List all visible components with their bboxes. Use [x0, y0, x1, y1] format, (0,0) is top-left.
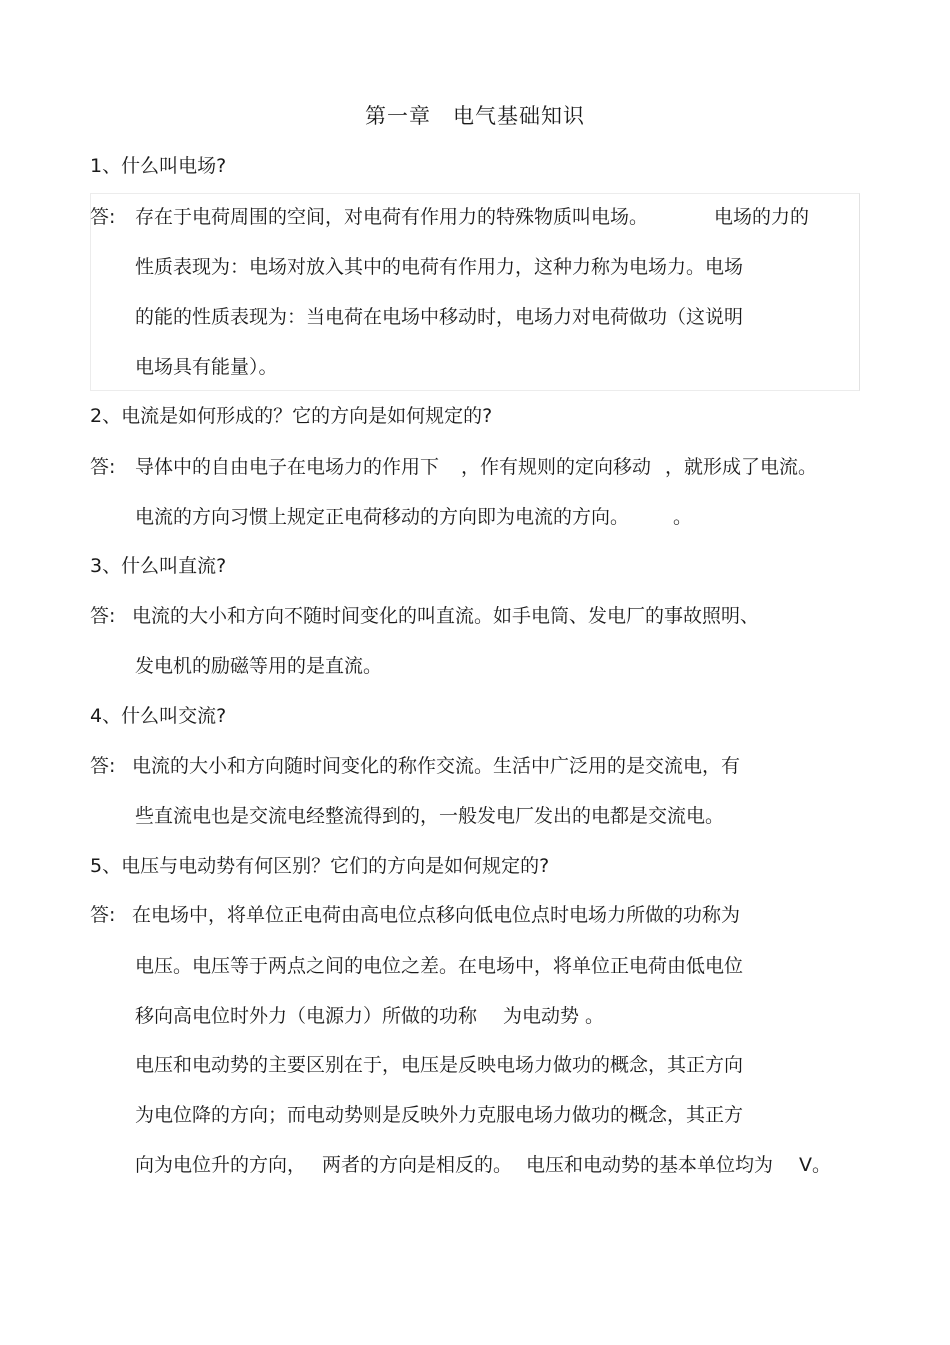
- answer-text: ，作有规则的定向移动: [461, 456, 652, 478]
- answer-text: 在电场中，将单位正电荷由高电位点移向低电位点时电场力所做的功称为: [132, 904, 741, 926]
- answer-label: 答:: [90, 456, 116, 478]
- answer-text: 电压和电动势的基本单位均为: [526, 1154, 774, 1176]
- question-5: 5、电压与电动势有何区别？它们的方向是如何规定的?: [90, 855, 550, 877]
- answer-3-line-2: 发电机的励磁等用的是直流。: [135, 655, 383, 677]
- answer-1-line-4: 电场具有能量）。: [135, 356, 278, 378]
- answer-text: 导体中的自由电子在电场力的作用下: [135, 456, 440, 478]
- answer-5-line-1: [90, 900, 740, 930]
- answer-3-line-1: [90, 601, 759, 631]
- answer-5-line-3: [135, 1001, 604, 1031]
- answer-text: 移向高电位时外力（电源力）所做的功称: [135, 1005, 478, 1027]
- answer-text: 。: [673, 506, 693, 528]
- answer-4-line-2: 些直流电也是交流电经整流得到的，一般发电厂发出的电都是交流电。: [135, 805, 725, 827]
- answer-text: ，就形成了电流。: [665, 456, 818, 478]
- answer-1-line-2: 性质表现为：电场对放入其中的电荷有作用力，这种力称为电场力。电场: [135, 256, 744, 278]
- question-2: 2、电流是如何形成的？它的方向是如何规定的?: [90, 405, 493, 427]
- question-4: 4、什么叫交流?: [90, 705, 227, 727]
- question-3: 3、什么叫直流?: [90, 555, 227, 577]
- answer-4-line-1: [90, 751, 740, 781]
- answer-text: 电流的方向习惯上规定正电荷移动的方向即为电流的方向。: [135, 506, 630, 528]
- answer-5-line-5: 为电位降的方向；而电动势则是反映外力克服电场力做功的概念，其正方: [135, 1104, 744, 1126]
- answer-label: 答:: [90, 605, 116, 627]
- answer-text: 为电动势 。: [503, 1005, 605, 1027]
- answer-text: 电流的大小和方向随时间变化的称作交流。生活中广泛用的是交流电，有: [132, 755, 741, 777]
- answer-text: 电流的大小和方向不随时间变化的叫直流。如手电筒、发电厂的事故照明、: [132, 605, 760, 627]
- answer-5-line-6: [135, 1150, 831, 1180]
- answer-label: 答:: [90, 206, 116, 228]
- page-title: 第一章 电气基础知识: [365, 104, 585, 128]
- question-1: 1、什么叫电场?: [90, 155, 227, 177]
- answer-label: 答:: [90, 755, 116, 777]
- answer-text: 存在于电荷周围的空间，对电荷有作用力的特殊物质叫电场。: [135, 206, 649, 228]
- answer-2-line-2: [135, 502, 692, 532]
- answer-5-line-2: 电压。电压等于两点之间的电位之差。在电场中，将单位正电荷由低电位: [135, 955, 744, 977]
- answer-1-line-3: 的能的性质表现为：当电荷在电场中移动时，电场力对电荷做功（这说明: [135, 306, 744, 328]
- answer-label: 答:: [90, 904, 116, 926]
- answer-text: 向为电位升的方向，: [135, 1154, 307, 1176]
- answer-text: 两者的方向是相反的。: [322, 1154, 513, 1176]
- answer-1-line-1: [90, 202, 809, 232]
- answer-2-line-1: [90, 452, 817, 482]
- answer-text: V。: [799, 1154, 832, 1176]
- answer-text: 电场的力的: [714, 206, 810, 228]
- answer-5-line-4: 电压和电动势的主要区别在于，电压是反映电场力做功的概念，其正方向: [135, 1054, 744, 1076]
